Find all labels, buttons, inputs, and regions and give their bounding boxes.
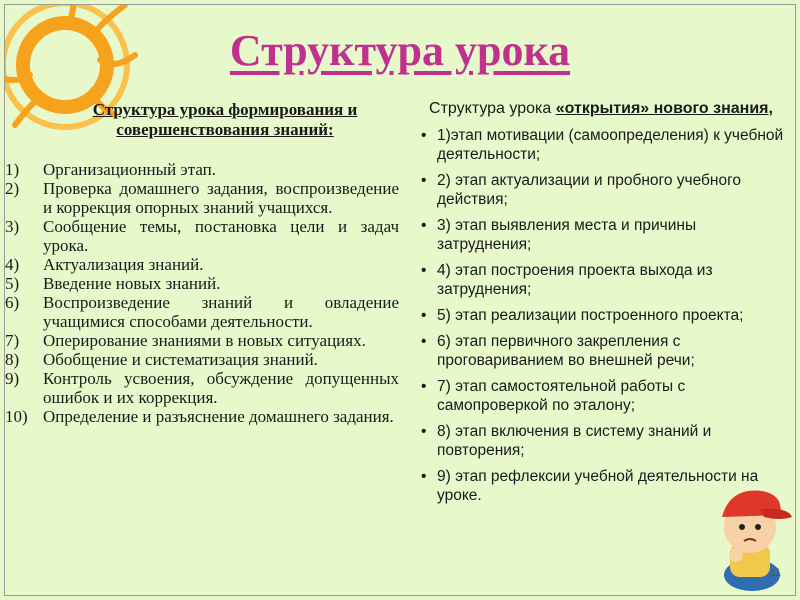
right-list xyxy=(415,126,787,505)
list-item: 9) Контроль усвоения, обсуждение допущенных ошибок и их коррекция. xyxy=(5,369,399,407)
page-number: 11 xyxy=(769,567,781,579)
list-item: • 2) этап актуализации и пробного учебного действия; xyxy=(415,171,787,209)
list-item: • 8) этап включения в систему знаний и повторения; xyxy=(415,422,787,460)
list-item: 2) Проверка домашнего задания, воспроизведение и коррекция опорных знаний учащихся. xyxy=(5,179,399,217)
list-item: • 4) этап построения проекта выхода из затруднения; xyxy=(415,261,787,299)
list-item: 8) Обобщение и систематизация знаний. xyxy=(5,350,318,369)
list-item: • 7) этап самостоятельной работы с самопроверкой по эталону; xyxy=(415,377,787,415)
list-item: 10) Определение и разъяснение домашнего задания. xyxy=(5,407,394,426)
list-item: • 6) этап первичного закрепления с проговариванием во внешней речи; xyxy=(415,332,787,370)
right-column xyxy=(415,100,787,512)
left-list xyxy=(5,160,405,426)
left-heading: Структура урока формирования и совершенствования знаний: xyxy=(92,100,358,139)
left-column xyxy=(5,100,405,426)
list-item: • 3) этап выявления места и причины затруднения; xyxy=(415,216,787,254)
list-item: • 5) этап реализации построенного проекта; xyxy=(415,306,787,325)
list-item: 7) Оперирование знаниями в новых ситуациях. xyxy=(5,331,366,350)
right-heading: Структура урока «открытия» нового знания, xyxy=(429,100,773,117)
list-item: 3) Сообщение темы, постановка цели и задач урока. xyxy=(5,217,399,255)
list-item: 1) Организационный этап. xyxy=(5,160,217,179)
slide-title: Структура урока xyxy=(229,26,571,75)
list-item: 4) Актуализация знаний. xyxy=(5,255,204,274)
list-item: • 1)этап мотивации (самоопределения) к учебной деятельности; xyxy=(415,126,787,164)
list-item: • 9) этап рефлексии учебной деятельности на уроке. xyxy=(415,467,787,505)
list-item: 5) Введение новых знаний. xyxy=(5,274,221,293)
slide xyxy=(4,4,796,596)
list-item: 6) Воспроизведение знаний и овладение учащимися способами деятельности. xyxy=(5,293,399,331)
